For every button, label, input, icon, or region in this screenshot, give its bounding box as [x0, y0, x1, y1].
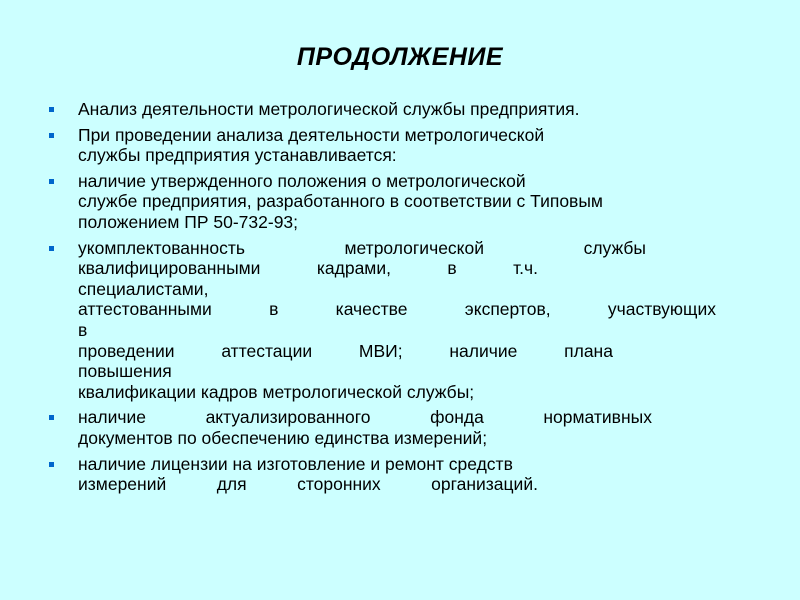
bullet-word: плана: [564, 340, 613, 361]
bullet-word: экспертов,: [464, 299, 551, 320]
bullet-line: [78, 407, 652, 428]
bullet-word: метрологической: [344, 237, 485, 258]
bullet-word: аттестации: [221, 340, 313, 361]
bullet-item: [46, 454, 756, 495]
bullet-list: [46, 99, 756, 500]
bullet-line: [78, 238, 646, 259]
bullet-line: в: [78, 319, 88, 340]
bullet-word: участвующих: [607, 299, 716, 320]
bullet-word: актуализированного: [205, 407, 371, 428]
bullet-line: специалистами,: [78, 278, 209, 299]
bullet-square-icon: [49, 107, 54, 112]
bullet-word: нормативных: [543, 407, 652, 428]
bullet-line: наличие утвержденного положения о метрологической: [78, 170, 526, 191]
bullet-word: аттестованными: [78, 299, 212, 320]
bullet-line: повышения: [78, 361, 172, 382]
bullet-word: МВИ;: [358, 340, 403, 361]
bullet-word: службы: [583, 237, 646, 258]
bullet-line: службы предприятия устанавливается:: [78, 145, 397, 166]
bullet-square-icon: [49, 246, 54, 251]
bullet-item: [46, 125, 756, 166]
bullet-line: положением ПР 50-732-93;: [78, 211, 299, 232]
bullet-square-icon: [49, 462, 54, 467]
bullet-word: наличие: [449, 340, 518, 361]
bullet-word: квалифицированными: [78, 258, 261, 279]
bullet-word: фонда: [430, 407, 484, 428]
bullet-line: При проведении анализа деятельности метрологической: [78, 124, 545, 145]
bullet-item: [46, 238, 756, 403]
bullet-word: проведении: [78, 340, 175, 361]
bullet-word: измерений: [78, 474, 167, 495]
slide-title: ПРОДОЛЖЕНИЕ: [296, 43, 504, 71]
bullet-line: [78, 474, 538, 495]
bullet-line: наличие лицензии на изготовление и ремонт средств: [78, 453, 513, 474]
bullet-item: [46, 407, 756, 448]
bullet-item: [46, 99, 756, 120]
bullet-word: т.ч.: [513, 258, 538, 279]
bullet-line: [78, 341, 613, 362]
bullet-line: [78, 258, 538, 279]
bullet-word: организаций.: [431, 474, 538, 495]
bullet-word: в: [269, 299, 279, 320]
bullet-line: квалификации кадров метрологической службы;: [78, 381, 475, 402]
bullet-word: в: [447, 258, 457, 279]
bullet-word: укомплектованность: [78, 237, 245, 258]
bullet-word: кадрами,: [316, 258, 391, 279]
bullet-item: [46, 171, 756, 233]
bullet-line: службе предприятия, разработанного в соответствии с Типовым: [78, 191, 603, 212]
bullet-square-icon: [49, 415, 54, 420]
bullet-line: [78, 299, 716, 320]
bullet-word: для: [216, 474, 247, 495]
bullet-word: сторонних: [297, 474, 381, 495]
bullet-word: качестве: [335, 299, 408, 320]
bullet-square-icon: [49, 133, 54, 138]
bullet-line: документов по обеспечению единства измерений;: [78, 427, 488, 448]
bullet-word: наличие: [78, 407, 147, 428]
bullet-line: Анализ деятельности метрологической службы предприятия.: [78, 99, 580, 119]
bullet-square-icon: [49, 179, 54, 184]
